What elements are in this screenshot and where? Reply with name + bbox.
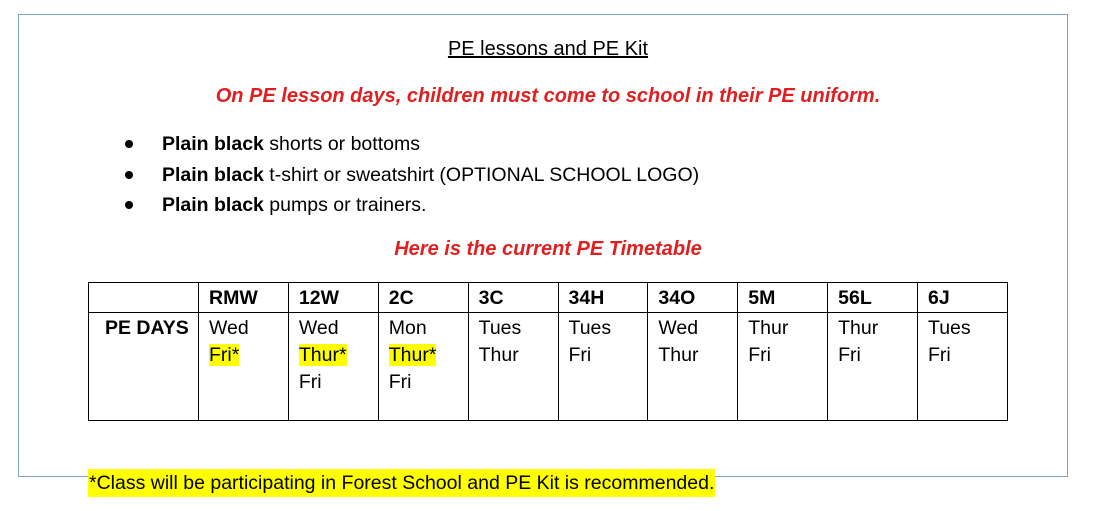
day-line <box>479 315 558 342</box>
day-line <box>658 342 737 369</box>
bullet-icon <box>125 140 133 148</box>
class-days-cell <box>648 313 738 421</box>
class-header-3c: 3C <box>468 283 558 313</box>
day-line <box>389 369 468 396</box>
day-line <box>658 315 737 342</box>
uniform-instruction: On PE lesson days, children must come to school in their PE uniform. <box>215 85 881 107</box>
kit-item-bold: Plain black <box>162 194 264 216</box>
day-value: Wed <box>209 317 249 339</box>
day-value: Thur <box>658 344 699 366</box>
class-header-12w: 12W <box>288 283 378 313</box>
day-value: Fri <box>748 344 771 366</box>
kit-item-text: pumps or trainers. <box>263 194 427 216</box>
page-title: PE lessons and PE Kit <box>447 38 649 60</box>
timetable-heading: Here is the current PE Timetable <box>394 238 702 260</box>
forest-school-note: *Class will be participating in Forest School and PE Kit is recommended. <box>88 469 715 497</box>
day-line <box>299 369 378 396</box>
highlighted-day: Fri* <box>209 344 240 366</box>
day-line <box>838 342 917 369</box>
day-value: Tues <box>478 317 522 339</box>
kit-item-pumps <box>120 192 699 223</box>
day-value: Tues <box>568 317 612 339</box>
day-value: Fri <box>568 344 592 366</box>
day-line <box>209 315 288 342</box>
class-days-cell <box>468 313 558 421</box>
day-line <box>838 315 917 342</box>
kit-item-bold: Plain black <box>162 163 264 186</box>
kit-item-tshirt <box>120 162 699 193</box>
day-line <box>479 342 558 369</box>
class-header-2c: 2C <box>378 283 468 313</box>
timetable-header-row <box>89 283 1008 313</box>
day-line <box>209 342 288 369</box>
header-corner-cell <box>89 283 199 313</box>
day-value: Fri <box>838 344 861 366</box>
day-line <box>299 342 378 369</box>
timetable-days-row <box>89 313 1008 421</box>
class-days-cell <box>199 313 289 421</box>
day-value: Fri <box>388 371 412 393</box>
kit-item-text: shorts or bottoms <box>263 133 420 155</box>
class-days-cell <box>828 313 918 421</box>
class-days-cell <box>918 313 1008 421</box>
class-header-56l: 56L <box>828 283 918 313</box>
day-line <box>928 342 1007 369</box>
row-label: PE DAYS <box>89 313 199 421</box>
day-value: Thur <box>478 344 519 366</box>
day-value: Mon <box>388 317 427 339</box>
bullet-icon <box>125 201 133 209</box>
kit-list <box>120 131 699 223</box>
day-line <box>928 315 1007 342</box>
class-days-cell <box>378 313 468 421</box>
day-value: Wed <box>658 317 699 339</box>
bullet-icon <box>125 171 133 179</box>
day-value: Thur <box>748 317 789 339</box>
kit-item-text: t-shirt or sweatshirt (OPTIONAL SCHOOL LOGO) <box>263 163 700 186</box>
class-days-cell <box>288 313 378 421</box>
day-line <box>748 315 827 342</box>
day-line <box>299 315 378 342</box>
day-line <box>569 315 648 342</box>
day-value: Fri <box>928 344 951 366</box>
day-value: Wed <box>298 317 339 339</box>
day-line <box>569 342 648 369</box>
day-value: Thur <box>838 317 879 339</box>
class-header-34h: 34H <box>558 283 648 313</box>
class-header-34o: 34O <box>648 283 738 313</box>
class-days-cell <box>558 313 648 421</box>
class-header-5m: 5M <box>738 283 828 313</box>
class-header-6j: 6J <box>918 283 1008 313</box>
day-value: Tues <box>928 317 971 339</box>
day-line <box>389 315 468 342</box>
day-line <box>748 342 827 369</box>
kit-item-bold: Plain black <box>162 133 264 155</box>
day-line <box>389 342 468 369</box>
kit-item-shorts <box>120 131 699 162</box>
pe-timetable <box>88 282 1008 421</box>
highlighted-day: Thur* <box>298 344 347 366</box>
day-value: Fri <box>298 371 322 393</box>
class-days-cell <box>738 313 828 421</box>
class-header-rmw: RMW <box>199 283 289 313</box>
highlighted-day: Thur* <box>388 344 437 366</box>
